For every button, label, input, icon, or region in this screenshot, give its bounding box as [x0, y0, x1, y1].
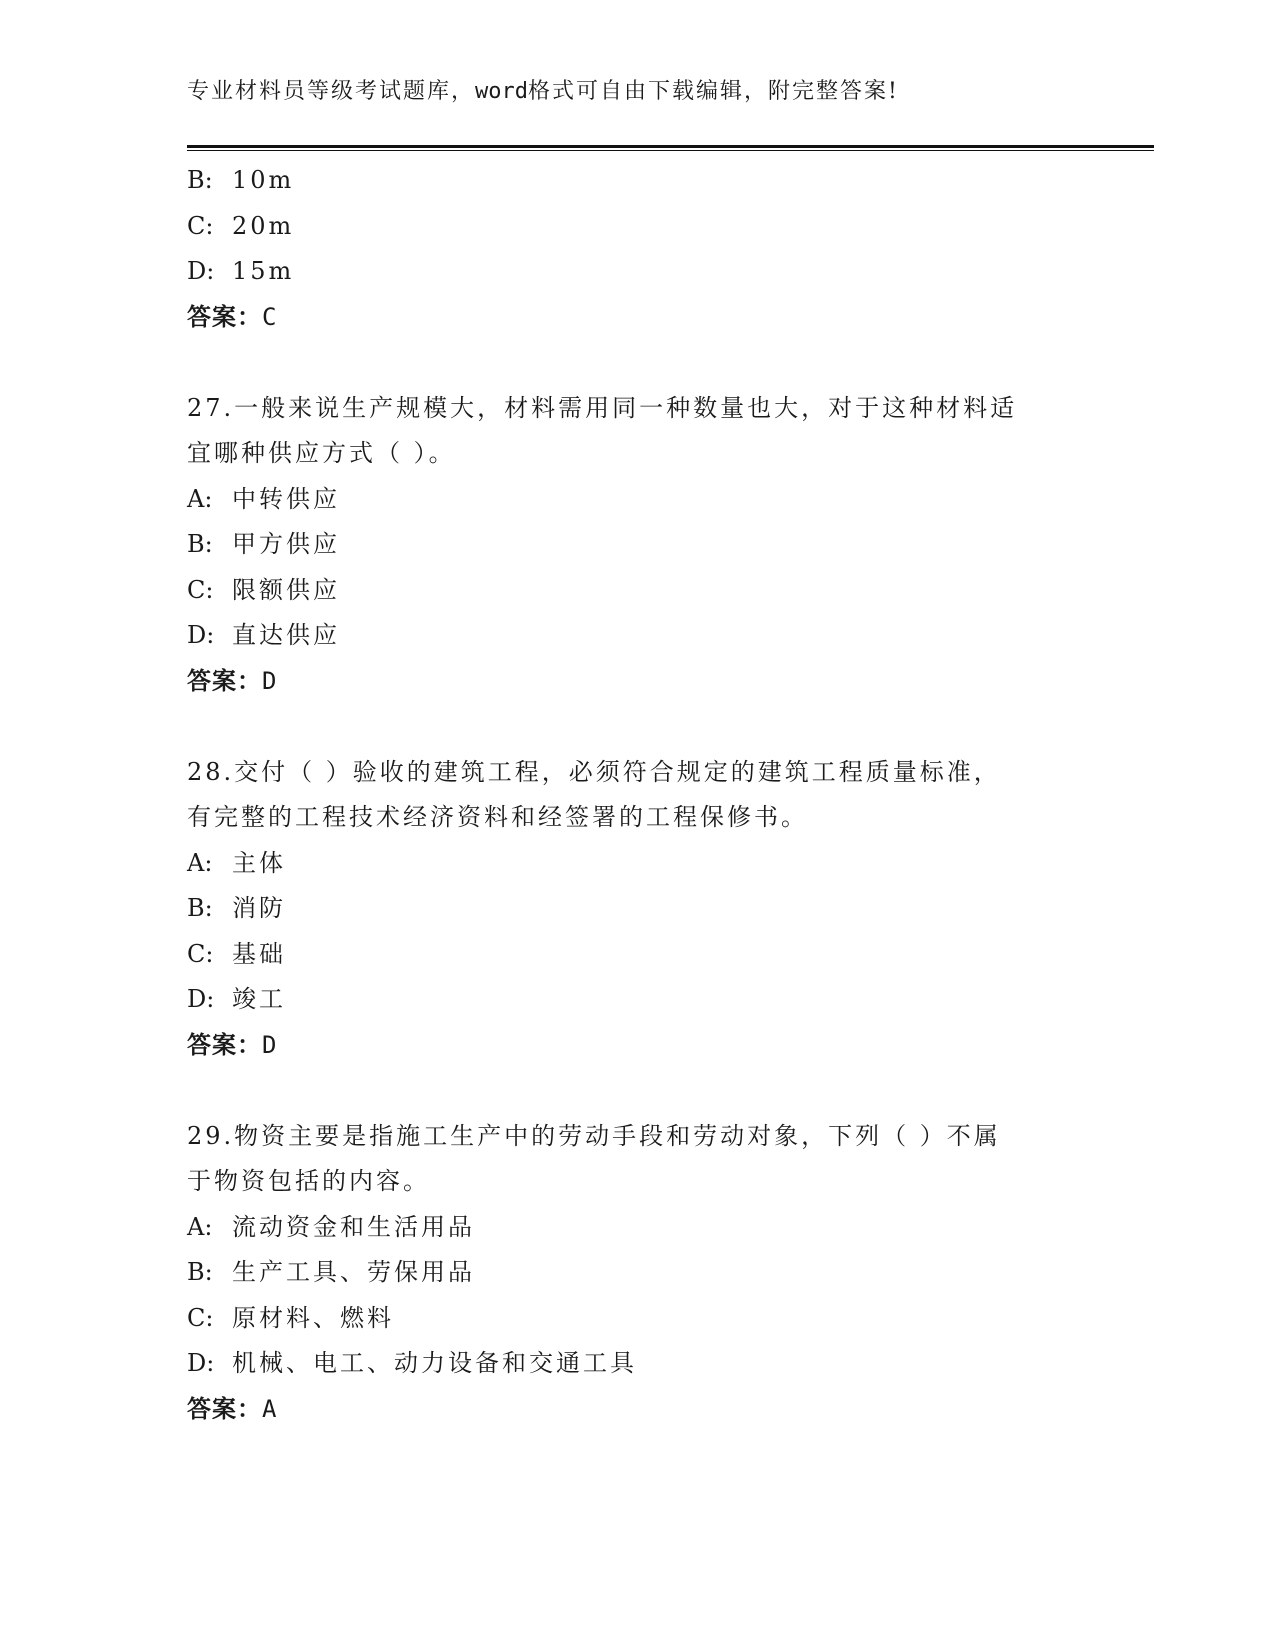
option-b [187, 1250, 1087, 1296]
option-key: C: [187, 1303, 214, 1332]
question-stem: 28.交付（ ）验收的建筑工程，必须符合规定的建筑工程质量标准， [187, 757, 1001, 786]
question-stem: 27.一般来说生产规模大，材料需用同一种数量也大，对于这种材料适 [187, 393, 1018, 422]
header-text-word: word [475, 79, 528, 104]
option-key: A: [187, 484, 213, 513]
question-stem: 29.物资主要是指施工生产中的劳动手段和劳动对象，下列（ ）不属 [187, 1121, 1001, 1150]
option-key: D: [187, 1349, 215, 1377]
answer-label: 答案： [187, 302, 262, 331]
answer-line [187, 1387, 1087, 1433]
option-text: 机械、电工、动力设备和交通工具 [232, 1349, 637, 1377]
header-text-after: 格式可自由下载编辑，附完整答案! [528, 79, 899, 104]
option-d [187, 977, 1087, 1023]
option-text: 原材料、燃料 [232, 1303, 394, 1332]
question-stem-continued: 有完整的工程技术经济资料和经签署的工程保修书。 [187, 803, 808, 831]
question-stem-continued: 于物资包括的内容。 [187, 1167, 430, 1195]
option-c [187, 1296, 1087, 1342]
option-key: B: [187, 1258, 213, 1286]
prev-question-options [187, 158, 1087, 340]
option-d [187, 249, 1087, 295]
option-key: D: [187, 621, 215, 649]
header-divider [187, 145, 1154, 151]
option-text: 生产工具、劳保用品 [232, 1258, 475, 1286]
option-key: B: [187, 166, 213, 194]
spacer [187, 1068, 1087, 1114]
option-d [187, 1341, 1087, 1387]
option-key: C: [187, 575, 214, 604]
option-key: C: [187, 211, 214, 240]
option-c [187, 932, 1087, 978]
option-key: B: [187, 894, 213, 922]
answer-value: A [262, 1394, 278, 1423]
spacer [187, 704, 1087, 750]
answer-value: C [262, 302, 278, 331]
option-text: 基础 [232, 939, 286, 968]
question-stem-continued: 宜哪种供应方式（ ）。 [187, 439, 456, 467]
option-text: 消防 [232, 894, 286, 922]
option-d [187, 613, 1087, 659]
option-c [187, 204, 1087, 250]
option-b [187, 522, 1087, 568]
option-b [187, 158, 1087, 204]
answer-line [187, 1023, 1087, 1069]
answer-value: D [262, 1030, 278, 1059]
answer-line [187, 659, 1087, 705]
question-content [187, 158, 1087, 1432]
option-b [187, 886, 1087, 932]
page-header [187, 74, 899, 105]
option-text: 限额供应 [232, 575, 340, 604]
option-text: 主体 [232, 848, 286, 877]
option-key: B: [187, 530, 213, 558]
answer-label: 答案： [187, 1394, 262, 1423]
option-text: 流动资金和生活用品 [232, 1212, 475, 1241]
answer-value: D [262, 666, 278, 695]
option-key: A: [187, 848, 213, 877]
header-text-before: 专业材料员等级考试题库， [187, 79, 476, 104]
option-c [187, 568, 1087, 614]
option-text: 竣工 [232, 985, 286, 1013]
option-text: 直达供应 [232, 621, 340, 649]
option-key: D: [187, 257, 215, 285]
option-a [187, 841, 1087, 887]
question-28 [187, 750, 1087, 1069]
option-key: C: [187, 939, 214, 968]
option-a [187, 1205, 1087, 1251]
answer-line [187, 295, 1087, 341]
option-text: 甲方供应 [232, 530, 340, 558]
option-text: 20m [232, 211, 295, 240]
question-29 [187, 1114, 1087, 1433]
answer-label: 答案： [187, 666, 262, 695]
spacer [187, 340, 1087, 386]
option-text: 中转供应 [232, 484, 340, 513]
option-key: A: [187, 1212, 213, 1241]
answer-label: 答案： [187, 1030, 262, 1059]
option-text: 15m [232, 257, 295, 285]
option-key: D: [187, 985, 215, 1013]
option-text: 10m [232, 166, 295, 194]
option-a [187, 477, 1087, 523]
question-27 [187, 386, 1087, 705]
